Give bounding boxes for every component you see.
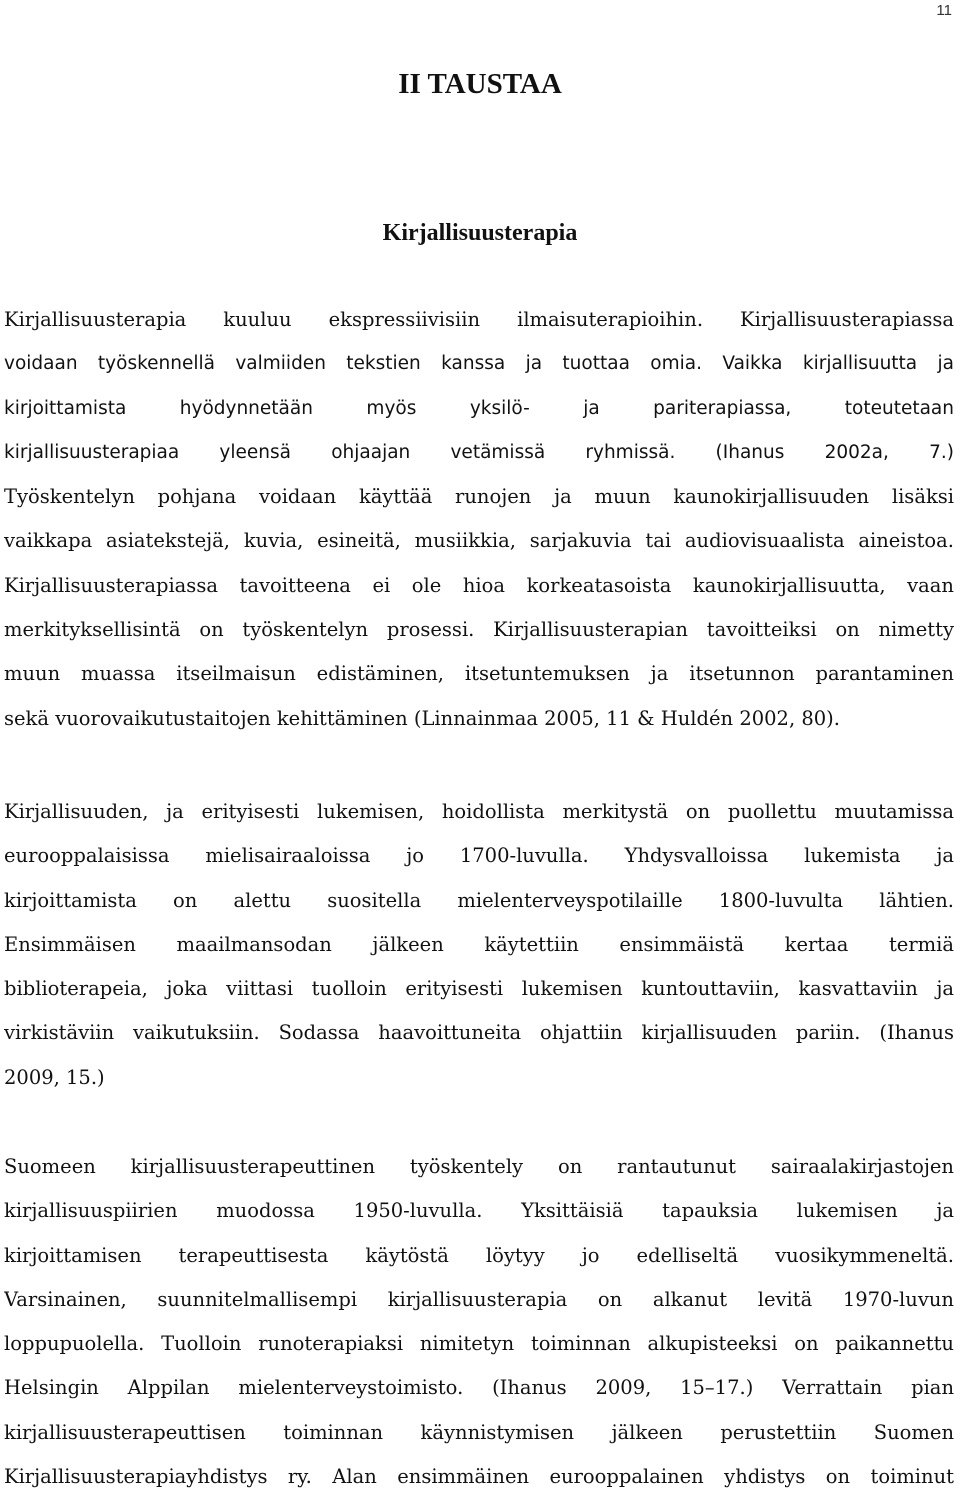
text-line: Helsingin Alppilan mielenterveystoimisto. (Ihanus 2009, 15–17.) Verrattain pian bbox=[4, 1376, 954, 1400]
text-line: biblioterapeia, joka viittasi tuolloin erityisesti lukemisen kuntouttaviin, kasvattaviin ja bbox=[4, 977, 954, 1001]
text-line: Kirjallisuusterapia kuuluu ekspressiivisiin ilmaisuterapioihin. Kirjallisuusterapiassa bbox=[4, 308, 954, 331]
text-line: Suomeen kirjallisuusterapeuttinen työskentely on rantautunut sairaalakirjastojen bbox=[4, 1155, 954, 1178]
paragraph-2 bbox=[4, 790, 954, 1100]
text-line: kirjoittamisen terapeuttisesta käytöstä löytyy jo edelliseltä vuosikymmeneltä. bbox=[4, 1243, 954, 1267]
text-line: kirjoittamista on alettu suositella mielenterveyspotilaille 1800-luvulta lähtien. bbox=[4, 888, 954, 912]
text-line: sekä vuorovaikutustaitojen kehittäminen (Linnainmaa 2005, 11 & Huldén 2002, 80). bbox=[4, 706, 840, 730]
text-line: merkityksellisintä on työskentelyn prosessi. Kirjallisuusterapian tavoitteiksi on nimetty bbox=[4, 618, 954, 642]
text-line: muun muassa itseilmaisun edistäminen, itsetuntemuksen ja itsetunnon parantaminen bbox=[4, 662, 954, 686]
text-line: kirjallisuusterapiaa yleensä ohjaajan vetämissä ryhmissä. (Ihanus 2002a, 7.) bbox=[4, 441, 954, 463]
paragraph-1 bbox=[4, 298, 954, 741]
text-line: Kirjallisuuden, ja erityisesti lukemisen, hoidollista merkitystä on puollettu muutamissa bbox=[4, 800, 954, 823]
text-line: kirjallisuusterapeuttisen toiminnan käynnistymisen jälkeen perustettiin Suomen bbox=[4, 1420, 954, 1444]
text-line: 2009, 15.) bbox=[4, 1065, 105, 1089]
text-line: kirjallisuuspiirien muodossa 1950-luvulla. Yksittäisiä tapauksia lukemisen ja bbox=[4, 1199, 954, 1223]
text-line: vaikkapa asiatekstejä, kuvia, esineitä, musiikkia, sarjakuvia tai audiovisuaalista aineistoa. bbox=[4, 529, 954, 553]
text-line: Työskentelyn pohjana voidaan käyttää runojen ja muun kaunokirjallisuuden lisäksi bbox=[4, 485, 954, 509]
text-line: eurooppalaisissa mielisairaaloissa jo 1700-luvulla. Yhdysvalloissa lukemista ja bbox=[4, 844, 954, 868]
section-title: Kirjallisuusterapia bbox=[382, 220, 578, 246]
text-line: voidaan työskennellä valmiiden tekstien kanssa ja tuottaa omia. Vaikka kirjallisuutta ja bbox=[4, 353, 954, 375]
text-line: Ensimmäisen maailmansodan jälkeen käytettiin ensimmäistä kertaa termiä bbox=[4, 932, 954, 956]
paragraph-3 bbox=[4, 1145, 954, 1499]
page-number: 11 bbox=[936, 2, 952, 19]
text-line: loppupuolella. Tuolloin runoterapiaksi nimitetyn toiminnan alkupisteeksi on paikannettu bbox=[4, 1332, 954, 1356]
text-line: virkistäviin vaikutuksiin. Sodassa haavoittuneita ohjattiin kirjallisuuden pariin. (Ihanus bbox=[4, 1021, 954, 1045]
text-line: Kirjallisuusterapiassa tavoitteena ei ole hioa korkeatasoista kaunokirjallisuutta, vaan bbox=[4, 573, 954, 597]
chapter-title: II TAUSTAA bbox=[398, 68, 562, 100]
text-line: Varsinainen, suunnitelmallisempi kirjallisuusterapia on alkanut levitä 1970-luvun bbox=[4, 1287, 954, 1311]
text-line: Kirjallisuusterapiayhdistys ry. Alan ensimmäinen eurooppalainen yhdistys on toiminut bbox=[4, 1465, 954, 1489]
text-line: kirjoittamista hyödynnetään myös yksilö- ja pariterapiassa, toteutetaan bbox=[4, 397, 954, 419]
